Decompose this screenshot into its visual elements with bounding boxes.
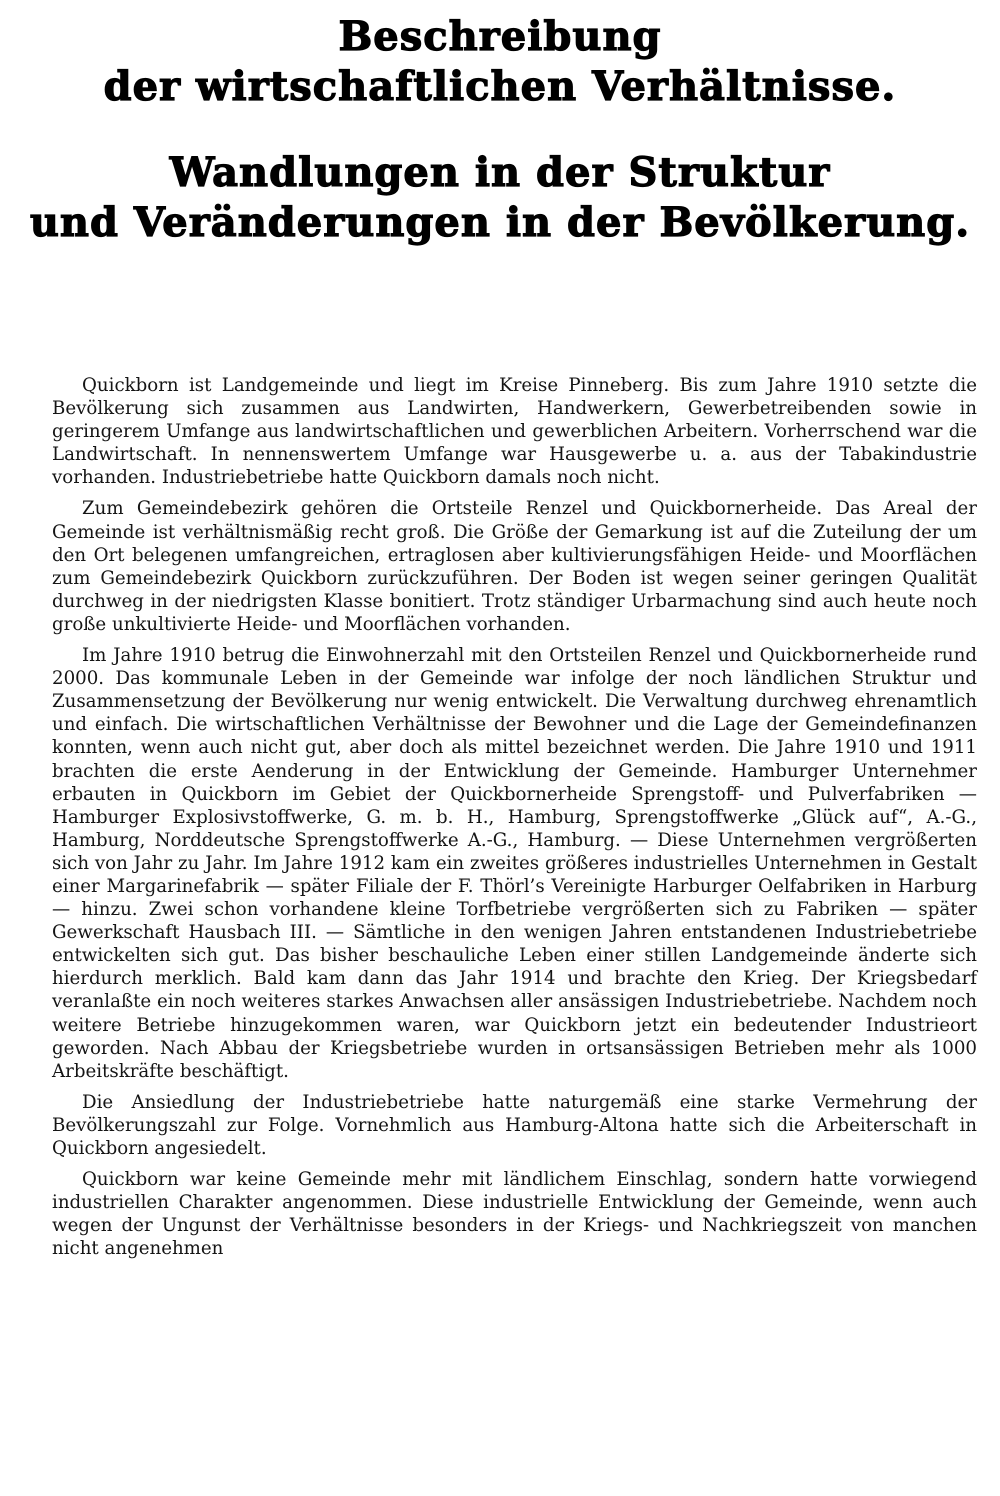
paragraph-1: Quickborn ist Landgemeinde und liegt im Kreise Pinneberg. Bis zum Jahre 1910 setzte die Bevölkerung sich zusammen aus Landwirten, Handwerkern, Gewerbetreibenden sowie in geringerem Umfange aus landwirtschaftlichen und gewerblichen Arbeitern. Vorherrschend war die Landwirtschaft. In nennenswertem Umfange war Hausgewerbe u. a. aus der Tabakindustrie vorhanden. Industriebetriebe hatte Quickborn damals noch nicht. xyxy=(52,375,977,489)
document-heading xyxy=(0,12,1000,248)
heading-line-2: der wirtschaftlichen Verhältnisse. xyxy=(103,63,897,110)
paragraph-5: Quickborn war keine Gemeinde mehr mit ländlichem Einschlag, sondern hatte vorwiegend industriellen Charakter angenommen. Diese industrielle Entwicklung der Gemeinde, wenn auch wegen der Ungunst der Verhältnisse besonders in der Kriegs- und Nachkriegszeit von manchen nicht angenehmen xyxy=(52,1169,977,1260)
heading-line-1: Beschreibung xyxy=(338,13,662,60)
paragraph-2: Zum Gemeindebezirk gehören die Ortsteile Renzel und Quickbornerheide. Das Areal der Gemeinde ist verhältnismäßig recht groß. Die Größe der Gemarkung ist auf die Zuteilung der um den Ort belegenen umfangreichen, ertraglosen aber kultivierungsfähigen Heide- und Moorflächen zum Gemeindebezirk Quickborn zurückzuführen. Der Boden ist wegen seiner geringen Qualität durchweg in der niedrigsten Klasse bonitiert. Trotz ständiger Urbarmachung sind auch heute noch große unkultivierte Heide- und Moorflächen vorhanden. xyxy=(52,498,977,635)
paragraph-3: Im Jahre 1910 betrug die Einwohnerzahl mit den Ortsteilen Renzel und Quickbornerheide rund 2000. Das kommunale Leben in der Gemeinde war infolge der noch ländlichen Struktur und Zusammensetzung der Bevölkerung nur wenig entwickelt. Die Verwaltung durchweg ehrenamtlich und einfach. Die wirtschaftlichen Verhältnisse der Bewohner und die Lage der Gemeindefinanzen konnten, wenn auch nicht gut, aber doch als mittel bezeichnet werden. Die Jahre 1910 und 1911 brachten die erste Aenderung in der Entwicklung der Gemeinde. Hamburger Unternehmer erbauten in Quickborn im Gebiet der Quickbornerheide Sprengstoff- und Pulverfabriken — Hamburger Explosivstoffwerke, G. m. b. H., Hamburg, Sprengstoffwerke „Glück auf“, A.-G., Hamburg, Norddeutsche Sprengstoffwerke A.-G., Hamburg. — Diese Unternehmen vergrößerten sich von Jahr zu Jahr. Im Jahre 1912 kam ein zweites größeres industrielles Unternehmen in Gestalt einer Margarinefabrik — später Filiale der F. Thörl’s Vereinigte Harburger Oelfabriken in Harburg — hinzu. Zwei schon vorhandene kleine Torfbetriebe vergrößerten sich zu Fabriken — später Gewerkschaft Hausbach III. — Sämtliche in den wenigen Jahren entstandenen Industriebetriebe entwickelten sich gut. Das bisher beschauliche Leben einer stillen Landgemeinde änderte sich hierdurch merklich. Bald kam dann das Jahr 1914 und brachte den Krieg. Der Kriegsbedarf veranlaßte ein noch weiteres starkes Anwachsen aller ansässigen Industriebetriebe. Nachdem noch weitere Betriebe hinzugekommen waren, war Quickborn jetzt ein bedeutender Industrieort geworden. Nach Abbau der Kriegsbetriebe wurden in ortsansässigen Betrieben mehr als 1000 Arbeitskräfte beschäftigt. xyxy=(52,645,977,1082)
document-body xyxy=(52,374,977,1260)
heading-line-4: und Veränderungen in der Bevölkerung. xyxy=(29,199,971,246)
paragraph-4: Die Ansiedlung der Industriebetriebe hatte naturgemäß eine starke Vermehrung der Bevölkerungszahl zur Folge. Vornehmlich aus Hamburg-Altona hatte sich die Arbeiterschaft in Quickborn angesiedelt. xyxy=(52,1091,977,1159)
heading-line-3: Wandlungen in der Struktur xyxy=(169,149,831,196)
